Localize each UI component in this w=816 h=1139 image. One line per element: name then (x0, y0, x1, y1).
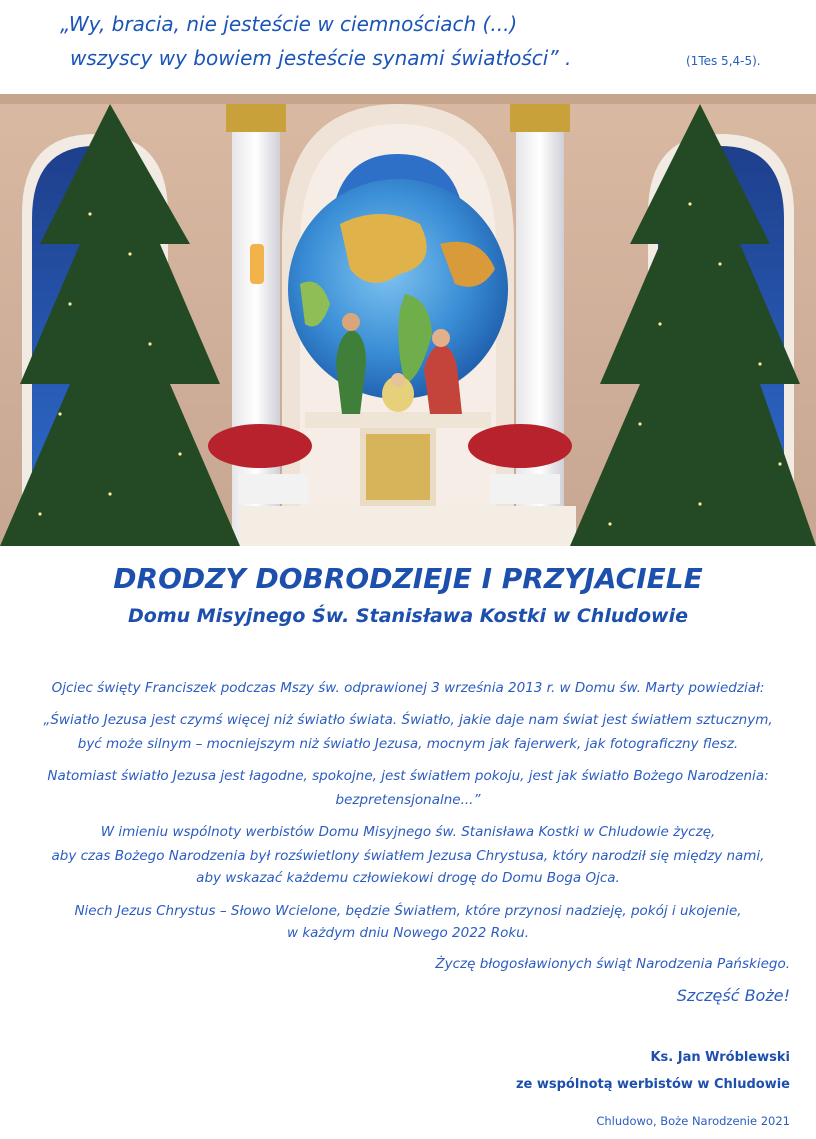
paragraph-2-line-2: być może silnym – mocniejszym niż światło Jezusa, mocnym jak fajerwerk, jak fotograficzny flesz. (77, 736, 739, 752)
nativity-scene-illustration (0, 94, 816, 546)
quote-line-1: „Wy, bracia, nie jesteście w ciemnościach (...) (60, 12, 518, 36)
signature-community: ze wspólnotą werbistów w Chludowie (515, 1077, 790, 1092)
paragraph-4-line-2: aby czas Bożego Narodzenia był rozświetlony światłem Jezusa Chrystusa, który narodził się między nami, (51, 848, 765, 864)
paragraph-2-line-1: „Światło Jezusa jest czymś więcej niż światło świata. Światło, jakie daje nam świat jest światłem sztucznym, (43, 712, 773, 728)
paragraph-3-line-2: bezpretensjonalne...” (335, 792, 481, 808)
paragraph-1: Ojciec święty Franciszek podczas Mszy św. odprawionej 3 września 2013 r. w Domu św. Marty powiedział: (51, 680, 765, 696)
signature-name: Ks. Jan Wróblewski (650, 1050, 790, 1065)
paragraph-4-line-1: W imieniu wspólnoty werbistów Domu Misyjnego św. Stanisława Kostki w Chludowie życzę, (100, 824, 716, 840)
quote-reference: (1Tes 5,4-5). (686, 54, 761, 68)
paragraph-5-line-2: w każdym dniu Nowego 2022 Roku. (286, 925, 529, 941)
chapel-nativity-photo (0, 94, 816, 546)
paragraph-4-line-3: aby wskazać każdemu człowiekowi drogę do Domu Boga Ojca. (196, 870, 620, 886)
letter-heading: DRODZY DOBRODZIEJE I PRZYJACIELE (113, 562, 703, 595)
letter-subheading: Domu Misyjnego Św. Stanisława Kostki w Chludowie (128, 605, 688, 627)
christmas-wishes: Życzę błogosławionych świąt Narodzenia Pańskiego. (435, 956, 790, 972)
paragraph-3-line-1: Natomiast światło Jezusa jest łagodne, spokojne, jest światłem pokoju, jest jak światło Bożego Narodzenia: (47, 768, 769, 784)
bible-quote (0, 0, 816, 94)
quote-line-2: wszyscy wy bowiem jesteście synami światłości” . (70, 46, 572, 70)
place-date: Chludowo, Boże Narodzenie 2021 (596, 1114, 790, 1128)
greeting: Szczęść Boże! (676, 986, 790, 1005)
paragraph-5-line-1: Niech Jezus Chrystus – Słowo Wcielone, będzie Światłem, które przynosi nadzieję, pokój i ukojenie, (74, 903, 742, 919)
